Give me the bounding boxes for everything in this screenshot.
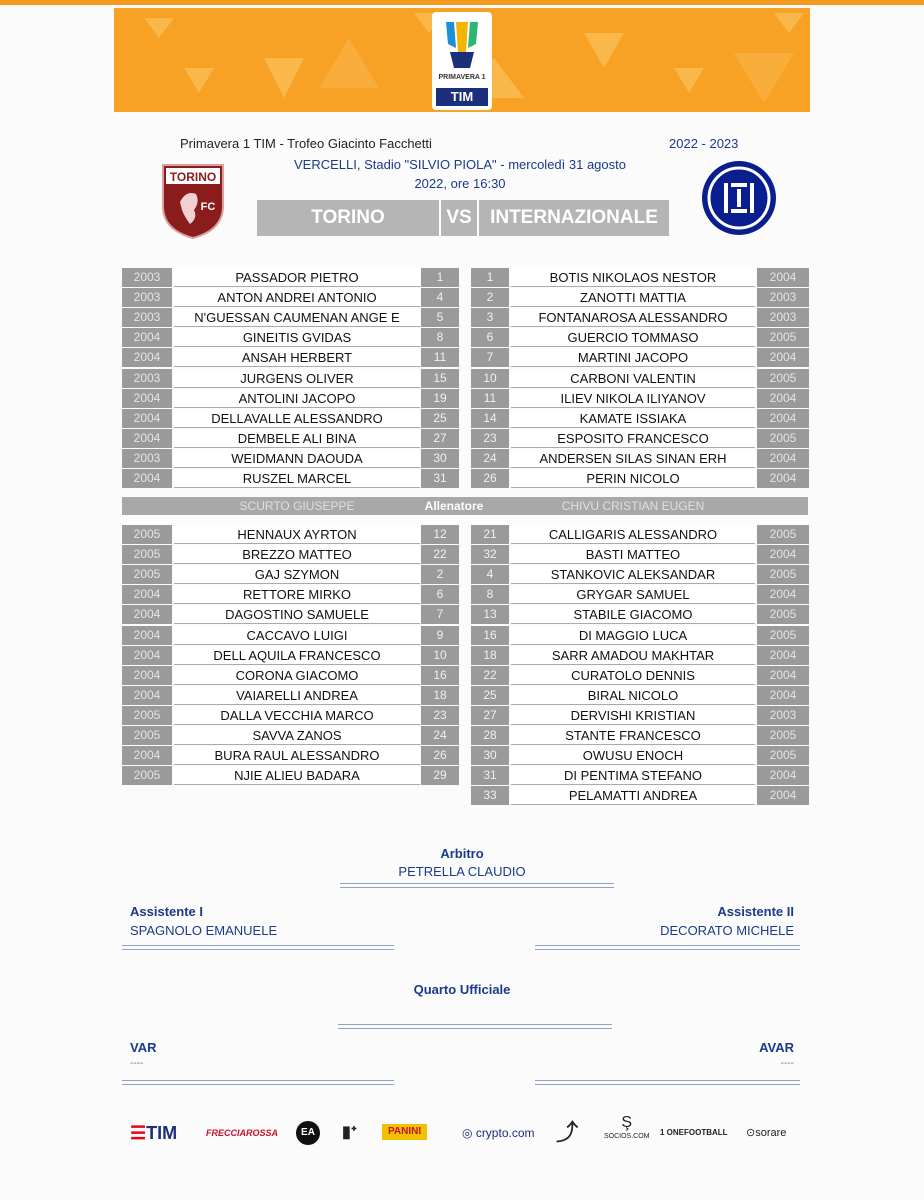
player-number: 22 [471,666,509,685]
venue-info [260,155,660,193]
player-number: 18 [471,646,509,665]
player-year: 2005 [757,626,809,645]
player-year: 2004 [757,449,809,468]
away-subs-row [0,726,924,746]
player-number: 33 [471,786,509,805]
player-number: 3 [471,308,509,327]
avar-name: ---- [780,1058,794,1069]
player-year: 2003 [757,308,809,327]
player-year: 2003 [122,308,172,327]
away-starters-row [0,308,924,328]
player-number: 4 [471,565,509,584]
player-number: 31 [421,469,459,488]
player-name: DAGOSTINO SAMUELE [174,605,420,624]
player-name: CACCAVO LUIGI [174,626,420,645]
referee-line [340,883,614,888]
away-starters-row [0,348,924,368]
assistant2-label: Assistente II [717,904,794,919]
player-name: CORONA GIACOMO [174,666,420,685]
away-subs-row [0,746,924,766]
player-name: GINEITIS GVIDAS [174,328,420,347]
player-number: 24 [421,726,459,745]
assistant2-line [535,945,800,950]
player-name: SARR AMADOU MAKHTAR [511,646,755,665]
player-name: HENNAUX AYRTON [174,525,420,544]
player-name: DERVISHI KRISTIAN [511,706,755,725]
player-year: 2005 [122,706,172,725]
player-year: 2004 [757,348,809,367]
top-accent-line [0,0,924,5]
player-year: 2005 [122,726,172,745]
player-name: SAVVA ZANOS [174,726,420,745]
player-name: ANDERSEN SILAS SINAN ERH [511,449,755,468]
player-number: 10 [421,646,459,665]
away-coach: CHIVU CRISTIAN EUGEN [561,499,705,513]
player-number: 4 [421,288,459,307]
sponsor-onefootball: 1 ONEFOOTBALL [660,1128,728,1137]
venue-line2: 2022, ore 16:30 [414,176,506,191]
player-name: NJIE ALIEU BADARA [174,766,420,785]
player-year: 2004 [757,666,809,685]
away-subs-row [0,646,924,666]
player-name: KAMATE ISSIAKA [511,409,755,428]
player-year: 2004 [122,666,172,685]
player-year: 2005 [122,545,172,564]
player-name: BURA RAUL ALESSANDRO [174,746,420,765]
player-name: DI MAGGIO LUCA [511,626,755,645]
away-subs-row [0,585,924,605]
player-name: DI PENTIMA STEFANO [511,766,755,785]
avar-line [535,1080,800,1085]
away-starters-row [0,409,924,429]
player-year: 2004 [757,646,809,665]
player-number: 30 [471,746,509,765]
player-year: 2004 [757,585,809,604]
away-subs-row [0,686,924,706]
player-number: 11 [471,389,509,408]
player-name: ILIEV NIKOLA ILIYANOV [511,389,755,408]
player-year: 2004 [757,268,809,287]
player-number: 14 [471,409,509,428]
player-number: 6 [471,328,509,347]
player-year: 2004 [122,585,172,604]
player-name: N'GUESSAN CAUMENAN ANGE E [174,308,420,327]
player-number: 27 [421,429,459,448]
player-year: 2005 [757,369,809,388]
cup-icon [440,18,484,74]
torino-crest-icon [160,162,226,240]
coach-bar [122,497,808,515]
away-subs-row [0,766,924,786]
player-name: ESPOSITO FRANCESCO [511,429,755,448]
player-year: 2003 [122,268,172,287]
away-starters-row [0,288,924,308]
player-number: 1 [421,268,459,287]
var-label: VAR [130,1040,157,1055]
sponsor-ea: EA [296,1121,320,1145]
var-line [122,1080,394,1085]
var-name: ---- [130,1058,144,1069]
player-name: RUSZEL MARCEL [174,469,420,488]
player-year: 2003 [757,288,809,307]
player-name: ANTON ANDREI ANTONIO [174,288,420,307]
player-year: 2003 [122,449,172,468]
player-year: 2005 [122,766,172,785]
player-year: 2005 [757,565,809,584]
player-number: 5 [421,308,459,327]
player-year: 2005 [122,525,172,544]
player-number: 26 [421,746,459,765]
player-year: 2003 [757,706,809,725]
primavera-logo [432,12,492,110]
player-number: 7 [421,605,459,624]
sponsor-strip [120,1114,810,1148]
player-year: 2004 [122,389,172,408]
player-year: 2004 [757,686,809,705]
player-number: 28 [471,726,509,745]
player-name: STABILE GIACOMO [511,605,755,624]
away-starters-row [0,268,924,288]
player-number: 24 [471,449,509,468]
sponsor-sorare: ⊙sorare [746,1127,787,1139]
player-number: 23 [471,429,509,448]
player-number: 1 [471,268,509,287]
season: 2022 - 2023 [669,136,739,151]
away-starters-row [0,389,924,409]
player-number: 2 [471,288,509,307]
player-name: DELL AQUILA FRANCESCO [174,646,420,665]
player-number: 32 [471,545,509,564]
player-name: ANTOLINI JACOPO [174,389,420,408]
player-year: 2004 [757,389,809,408]
player-name: ZANOTTI MATTIA [511,288,755,307]
away-subs-row [0,605,924,625]
player-year: 2004 [122,348,172,367]
sponsor-socios: Ş SOCIOS.COM [604,1114,650,1140]
player-year: 2005 [757,429,809,448]
player-year: 2004 [757,545,809,564]
player-name: RETTORE MIRKO [174,585,420,604]
player-year: 2004 [122,429,172,448]
player-number: 12 [421,525,459,544]
player-number: 16 [421,666,459,685]
competition-title: Primavera 1 TIM - Trofeo Giacinto Facchetti [180,136,432,151]
player-number: 13 [471,605,509,624]
player-name: FONTANAROSA ALESSANDRO [511,308,755,327]
player-year: 2004 [122,409,172,428]
inter-crest-icon [700,159,778,237]
player-year: 2004 [122,626,172,645]
sponsor-frecciarossa: FRECCIAROSSA [206,1128,279,1138]
player-year: 2004 [122,605,172,624]
assistant1-line [122,945,394,950]
player-year: 2005 [757,328,809,347]
player-name: WEIDMANN DAOUDA [174,449,420,468]
player-year: 2003 [122,288,172,307]
player-number: 19 [421,389,459,408]
player-number: 7 [471,348,509,367]
player-name: STANTE FRANCESCO [511,726,755,745]
player-number: 8 [421,328,459,347]
player-name: BOTIS NIKOLAOS NESTOR [511,268,755,287]
player-year: 2004 [757,766,809,785]
player-name: STANKOVIC ALEKSANDAR [511,565,755,584]
player-year: 2004 [122,469,172,488]
vs-label: VS [439,200,479,236]
home-coach: SCURTO GIUSEPPE [239,499,355,513]
player-name: ANSAH HERBERT [174,348,420,367]
venue-line1: VERCELLI, Stadio "SILVIO PIOLA" - mercoledì 31 agosto [294,157,626,172]
player-number: 30 [421,449,459,468]
player-number: 11 [421,348,459,367]
away-subs-row [0,545,924,565]
player-year: 2005 [757,605,809,624]
referee-name: PETRELLA CLAUDIO [398,864,526,879]
player-number: 26 [471,469,509,488]
player-year: 2003 [122,369,172,388]
player-number: 25 [421,409,459,428]
player-name: CURATOLO DENNIS [511,666,755,685]
away-team-name: INTERNAZIONALE [490,207,658,228]
player-number: 23 [421,706,459,725]
player-number: 25 [471,686,509,705]
player-year: 2004 [122,646,172,665]
player-year: 2005 [757,726,809,745]
player-year: 2005 [122,565,172,584]
player-year: 2004 [757,409,809,428]
player-number: 10 [471,369,509,388]
crest-fc: FC [200,201,216,213]
player-number: 6 [421,585,459,604]
player-name: CALLIGARIS ALESSANDRO [511,525,755,544]
player-number: 16 [471,626,509,645]
away-starters-row [0,449,924,469]
sponsor-crypto: ◎ crypto.com [462,1126,535,1140]
player-name: GUERCIO TOMMASO [511,328,755,347]
away-subs-row [0,706,924,726]
referee-label: Arbitro [440,846,484,861]
player-number: 22 [421,545,459,564]
player-year: 2004 [122,746,172,765]
player-name: OWUSU ENOCH [511,746,755,765]
crest-text: TORINO [169,170,217,184]
player-name: JURGENS OLIVER [174,369,420,388]
player-name: DEMBELE ALI BINA [174,429,420,448]
avar-label: AVAR [759,1040,794,1055]
player-name: PASSADOR PIETRO [174,268,420,287]
player-number: 2 [421,565,459,584]
player-number: 9 [421,626,459,645]
player-number: 29 [421,766,459,785]
logo-caption: PRIMAVERA 1 [438,74,486,81]
away-subs-row [0,565,924,585]
away-starters-row [0,429,924,449]
player-name: PELAMATTI ANDREA [511,786,755,805]
puma-icon: ⤴ [556,1120,579,1145]
assistant1-name: SPAGNOLO EMANUELE [130,923,278,938]
player-number: 15 [421,369,459,388]
player-number: 18 [421,686,459,705]
fourth-official-line [338,1024,612,1029]
player-name: GAJ SZYMON [174,565,420,584]
player-year: 2004 [122,328,172,347]
logo-brand: TIM [436,88,488,106]
home-team-name: TORINO [311,207,385,228]
player-name: MARTINI JACOPO [511,348,755,367]
match-bar [257,200,669,236]
player-year: 2005 [757,525,809,544]
player-name: PERIN NICOLO [511,469,755,488]
sponsor-panini: PANINI [382,1124,427,1140]
assistant2-name: DECORATO MICHELE [660,923,794,938]
player-name: BIRAL NICOLO [511,686,755,705]
sponsor-tim: ☰TIM [130,1123,178,1143]
player-number: 8 [471,585,509,604]
player-name: DELLAVALLE ALESSANDRO [174,409,420,428]
player-name: GRYGAR SAMUEL [511,585,755,604]
player-year: 2004 [122,686,172,705]
player-name: VAIARELLI ANDREA [174,686,420,705]
player-name: BREZZO MATTEO [174,545,420,564]
player-year: 2005 [757,746,809,765]
away-subs-row [0,786,924,806]
away-subs-row [0,666,924,686]
player-number: 27 [471,706,509,725]
away-subs-row [0,626,924,646]
away-starters-row [0,369,924,389]
player-name: CARBONI VALENTIN [511,369,755,388]
away-starters-row [0,469,924,489]
away-subs-row [0,525,924,545]
player-year: 2004 [757,786,809,805]
player-year: 2004 [757,469,809,488]
player-name: DALLA VECCHIA MARCO [174,706,420,725]
player-number: 21 [471,525,509,544]
sponsor-kappa-icon: ▮ᐩ [342,1124,358,1141]
player-name: BASTI MATTEO [511,545,755,564]
away-starters-row [0,328,924,348]
player-number: 31 [471,766,509,785]
assistant1-label: Assistente I [130,904,203,919]
coach-label: Allenatore [424,499,484,513]
fourth-official-label: Quarto Ufficiale [413,982,511,997]
